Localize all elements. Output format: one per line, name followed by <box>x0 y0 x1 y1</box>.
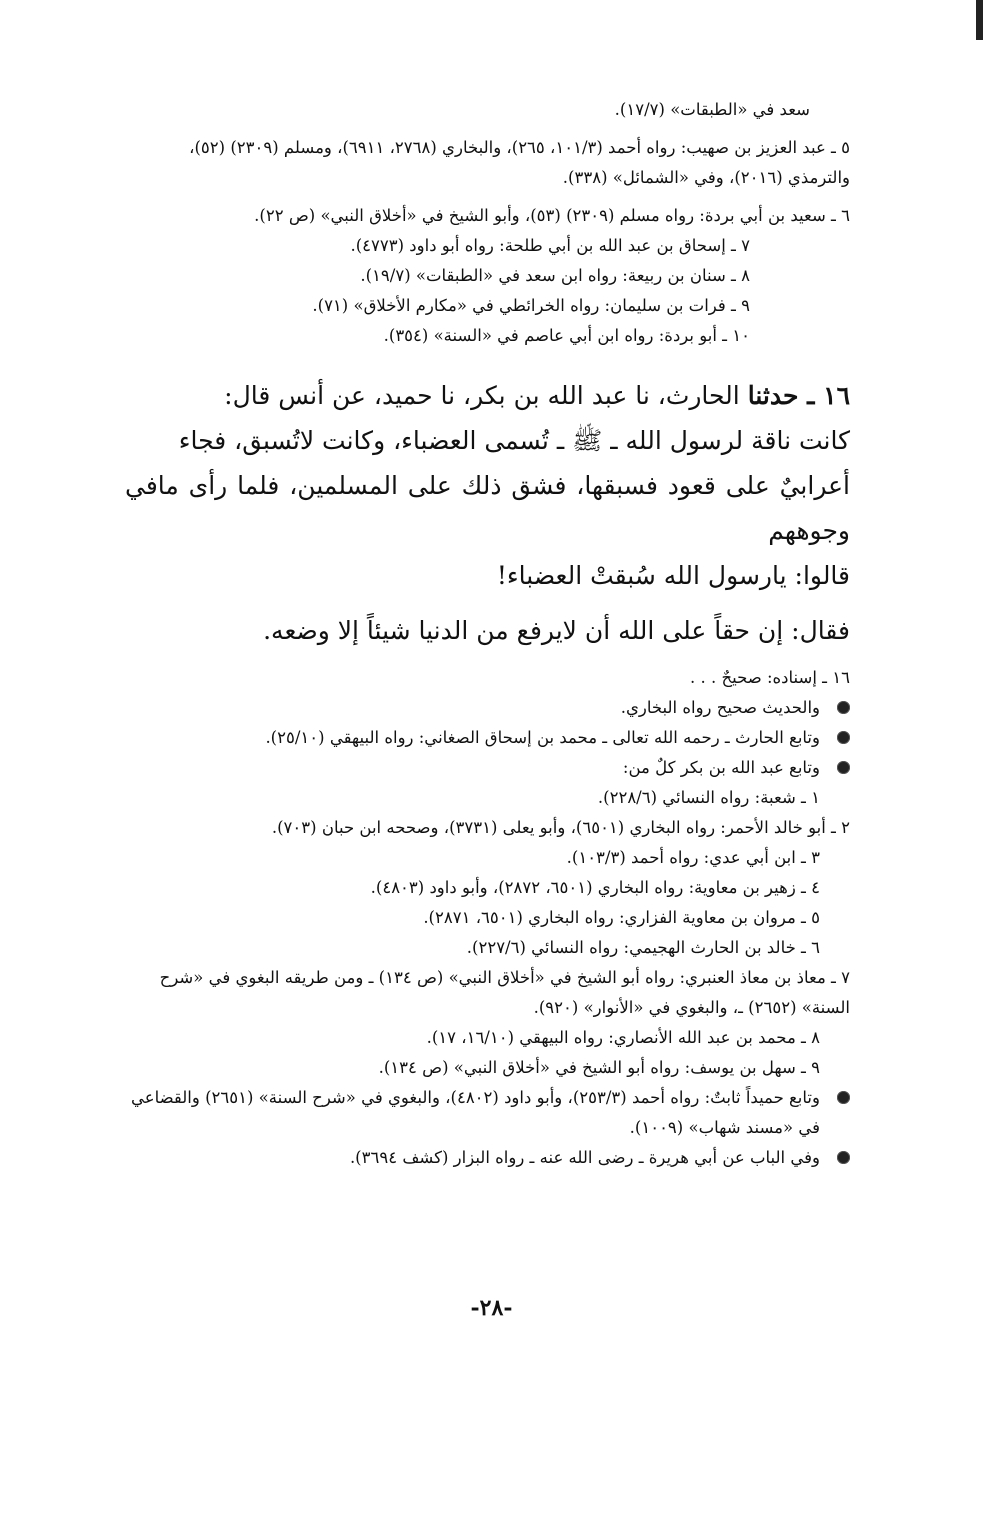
follower-item-9: ٩ ـ سهل بن يوسف: رواه أبو الشيخ في «أخلاق النبي» (ص ١٣٤). <box>378 1058 820 1077</box>
isnad-grade: ١٦ ـ إسناده: صحيحٌ . . . <box>689 668 850 687</box>
page-number: -٢٨- <box>470 1295 513 1321</box>
follower-item-1: ١ ـ شعبة: رواه النسائي (٢٢٨/٦). <box>597 788 820 807</box>
bullet-text: وتابع عبد الله بن بكر كلٌ من: <box>622 758 820 777</box>
follower-item-5: ٥ ـ مروان بن معاوية الفزاري: رواه البخاري (٦٥٠١، ٢٨٧١). <box>423 908 820 927</box>
takhrij-bullet-4 <box>125 1083 850 1143</box>
bullet-icon <box>837 701 850 714</box>
footnote-item-9: ٩ ـ فرات بن سليمان: رواه الخرائطي في «مكارم الأخلاق» (٧١). <box>312 296 750 315</box>
hadith-line-3: أعرابيٌ على قعود فسبقها، فشق ذلك على المسلمين، فلما رأى مافي وجوههم <box>125 471 850 545</box>
hadith-line-4: قالوا: يارسول الله سُبقتْ العضباء! <box>496 561 850 590</box>
hadith-number-lead: ١٦ ـ حدثنا <box>747 381 850 410</box>
follower-item-8: ٨ ـ محمد بن عبد الله الأنصاري: رواه البيهقي (١٦/١٠، ١٧). <box>426 1028 820 1047</box>
bullet-text: وتابع حميداً ثابتٌ: رواه أحمد (٢٥٣/٣)، وأبو داود (٤٨٠٢)، والبغوي في «شرح السنة» (٢٦٥١) والقضاعي في «مسند شهاب» (١٠٠٩). <box>131 1088 820 1137</box>
footnote-item-10: ١٠ ـ أبو بردة: رواه ابن أبي عاصم في «السنة» (٣٥٤). <box>383 326 750 345</box>
footnote-item-7: ٧ ـ إسحاق بن عبد الله بن أبي طلحة: رواه أبو داود (٤٧٧٣). <box>350 236 750 255</box>
hadith-line-2: كانت ناقة لرسول الله ـ ﷺ ـ تُسمى العضباء، وكانت لاتُسبق، فجاء <box>178 426 850 455</box>
hadith-text <box>125 373 850 598</box>
hadith-line-1 <box>125 373 850 418</box>
bullet-text: وتابع الحارث ـ رحمه الله تعالى ـ محمد بن إسحاق الصغاني: رواه البيهقي (٢٥/١٠). <box>265 728 820 747</box>
takhrij-bullet-3 <box>125 753 850 783</box>
follower-item-2: ٢ ـ أبو خالد الأحمر: رواه البخاري (٦٥٠١)، وأبو يعلى (٣٧٣١)، وصححه ابن حبان (٧٠٣). <box>271 818 850 837</box>
hadith-chain: الحارث، نا عبد الله بن بكر، نا حميد، عن أنس قال: <box>224 381 740 410</box>
footnote-continuation: سعد في «الطبقات» (١٧/٧). <box>614 100 810 119</box>
bullet-icon <box>837 1091 850 1104</box>
follower-item-3: ٣ ـ ابن أبي عدي: رواه أحمد (١٠٣/٣). <box>566 848 820 867</box>
takhrij-section <box>125 663 850 1173</box>
follower-item-6: ٦ ـ خالد بن الحارث الهجيمي: رواه النسائي (٢٢٧/٦). <box>466 938 820 957</box>
takhrij-bullet-1 <box>125 693 850 723</box>
previous-footnotes <box>125 95 850 351</box>
bullet-icon <box>837 1151 850 1164</box>
bullet-icon <box>837 731 850 744</box>
takhrij-bullet-5 <box>125 1143 850 1173</box>
follower-item-4: ٤ ـ زهير بن معاوية: رواه البخاري (٦٥٠١، ٢٨٧٢)، وأبو داود (٤٨٠٣). <box>370 878 820 897</box>
bullet-text: وفي الباب عن أبي هريرة ـ رضى الله عنه ـ رواه البزار (كشف ٣٦٩٤). <box>349 1148 820 1167</box>
bullet-icon <box>837 761 850 774</box>
footnote-item-5: ٥ ـ عبد العزيز بن صهيب: رواه أحمد (١٠١/٣، ٢٦٥)، والبخاري (٢٧٦٨، ٦٩١١)، ومسلم (٢٣٠٩) (٥٢)، والترمذي (٢٠١٦)، وفي «الشمائل» (٣٣٨). <box>189 138 850 187</box>
bullet-text: والحديث صحيح رواه البخاري. <box>620 698 820 717</box>
follower-list <box>125 783 850 1083</box>
takhrij-bullet-2 <box>125 723 850 753</box>
page-body <box>125 95 850 1173</box>
footnote-item-6: ٦ ـ سعيد بن أبي بردة: رواه مسلم (٢٣٠٩) (٥٣)، وأبو الشيخ في «أخلاق النبي» (ص ٢٢). <box>254 206 850 225</box>
follower-item-7: ٧ ـ معاذ بن معاذ العنبري: رواه أبو الشيخ في «أخلاق النبي» (ص ١٣٤) ـ ومن طريقه البغوي في «شرح السنة» (٢٦٥٢) ـ، والبغوي في «الأنوار» (٩٢٠). <box>159 968 850 1017</box>
footnote-item-8: ٨ ـ سنان بن ربيعة: رواه ابن سعد في «الطبقات» (١٩/٧). <box>360 266 750 285</box>
hadith-line-5: فقال: إن حقاً على الله أن لايرفع من الدنيا شيئاً إلا وضعه. <box>263 616 850 645</box>
scan-edge-mark <box>976 0 983 40</box>
